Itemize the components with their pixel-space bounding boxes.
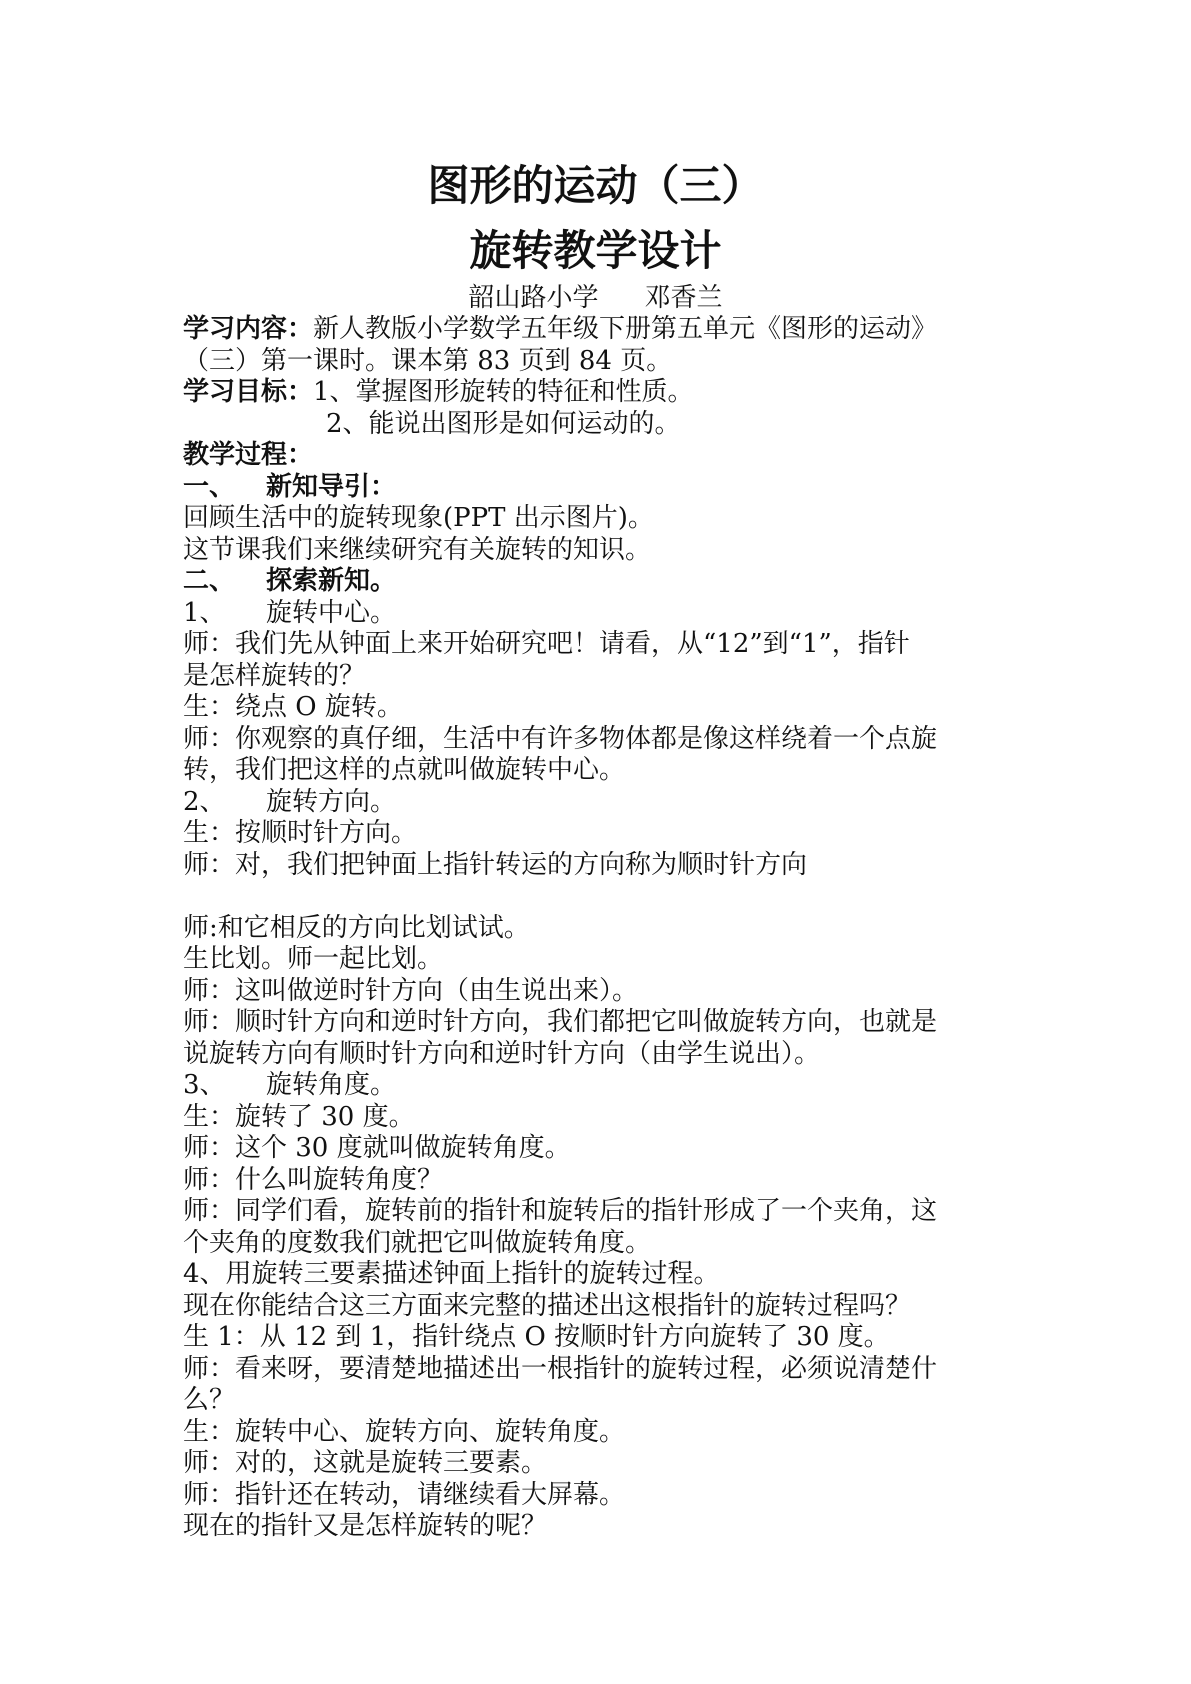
paragraph-line: 师：对，我们把钟面上指针转运的方向称为顺时针方向 [183, 849, 808, 880]
document-body [183, 314, 1023, 1543]
goal-1: 1、掌握图形旋转的特征和性质。 [313, 377, 694, 407]
goals-line-1 [183, 377, 1023, 409]
paragraph-line: 个夹角的度数我们就把它叫做旋转角度。 [183, 1227, 652, 1258]
point-3-heading [183, 1070, 1023, 1102]
content-label: 学习内容： [183, 314, 314, 344]
paragraph-line: 生：绕点 O 旋转。 [183, 692, 403, 722]
paragraph-line: 生：按顺时针方向。 [183, 818, 418, 848]
paragraph-line: 4、用旋转三要素描述钟面上指针的旋转过程。 [183, 1259, 720, 1289]
content-text-1: 新人教版小学数学五年级下册第五单元《图形的运动》 [313, 314, 938, 344]
goals-label: 学习目标： [183, 377, 314, 407]
author-line [0, 282, 1191, 314]
section-1-title: 新知导引： [266, 471, 397, 502]
section-2-title: 探索新知。 [266, 566, 397, 596]
paragraph-line: 师：什么叫旋转角度？ [183, 1164, 444, 1195]
paragraph-line: 回顾生活中的旋转现象(PPT 出示图片)。 [183, 503, 654, 533]
point-2-title: 旋转方向。 [266, 786, 397, 817]
doc-title-line2: 旋转教学设计 [469, 226, 722, 275]
point-3-title: 旋转角度。 [266, 1070, 397, 1100]
paragraph-line: 说旋转方向有顺时针方向和逆时针方向（由学生说出）。 [183, 1038, 821, 1069]
process-label: 教学过程： [183, 440, 314, 470]
paragraph-line: 生：旋转了 30 度。 [183, 1101, 415, 1132]
paragraph-line: 是怎样旋转的？ [183, 660, 366, 691]
author-school: 韶山路小学 [468, 283, 599, 313]
paragraph-line: 生：旋转中心、旋转方向、旋转角度。 [183, 1416, 626, 1447]
paragraph-line: 师：看来呀，要清楚地描述出一根指针的旋转过程，必须说清楚什 [183, 1353, 938, 1384]
paragraph-line: 生 1：从 12 到 1，指针绕点 O 按顺时针方向旋转了 30 度。 [183, 1322, 890, 1352]
paragraph-line: 师：指针还在转动，请继续看大屏幕。 [183, 1479, 626, 1510]
doc-title-line1: 图形的运动（三） [427, 161, 764, 210]
content-line-1 [183, 314, 1023, 346]
point-3-number: 3、 [183, 1070, 226, 1100]
point-1-heading [183, 598, 1023, 630]
section-2-number: 二、 [183, 566, 236, 596]
paragraph-line: 师：你观察的真仔细，生活中有许多物体都是像这样绕着一个点旋 [183, 723, 938, 754]
paragraph-line: 师：顺时针方向和逆时针方向，我们都把它叫做旋转方向，也就是 [183, 1007, 938, 1037]
paragraph-line: 这节课我们来继续研究有关旋转的知识。 [183, 534, 652, 565]
paragraph-line: 师：这叫做逆时针方向（由生说出来）。 [183, 975, 639, 1006]
paragraph-line: 师：我们先从钟面上来开始研究吧！请看，从“12”到“1”，指针 [183, 629, 910, 659]
paragraph-line: 师：对的，这就是旋转三要素。 [183, 1448, 548, 1478]
author-name: 邓香兰 [644, 283, 723, 313]
point-2-heading [183, 787, 1023, 819]
paragraph-line: 师：这个 30 度就叫做旋转角度。 [183, 1133, 571, 1163]
paragraph-line: 现在的指针又是怎样旋转的呢？ [183, 1511, 548, 1541]
paragraph-line: 现在你能结合这三方面来完整的描述出这根指针的旋转过程吗？ [183, 1290, 912, 1321]
goals-line-2: 2、能说出图形是如何运动的。 [326, 408, 681, 439]
section-1-number: 一、 [183, 471, 236, 502]
section-2-heading [183, 566, 1023, 598]
paragraph-line: 转，我们把这样的点就叫做旋转中心。 [183, 755, 626, 785]
point-1-number: 1、 [183, 597, 226, 628]
paragraph-line: 么？ [183, 1385, 236, 1415]
paragraph-line: 师：同学们看，旋转前的指针和旋转后的指针形成了一个夹角，这 [183, 1196, 938, 1226]
section-1-heading [183, 472, 1023, 504]
point-2-number: 2、 [183, 786, 226, 817]
paragraph-line: 师:和它相反的方向比划试试。 [183, 912, 530, 943]
blank-line [183, 881, 1023, 913]
paragraph-line: 生比划。师一起比划。 [183, 944, 444, 974]
content-line-2: （三）第一课时。课本第 83 页到 84 页。 [183, 345, 673, 376]
point-1-title: 旋转中心。 [266, 597, 397, 628]
